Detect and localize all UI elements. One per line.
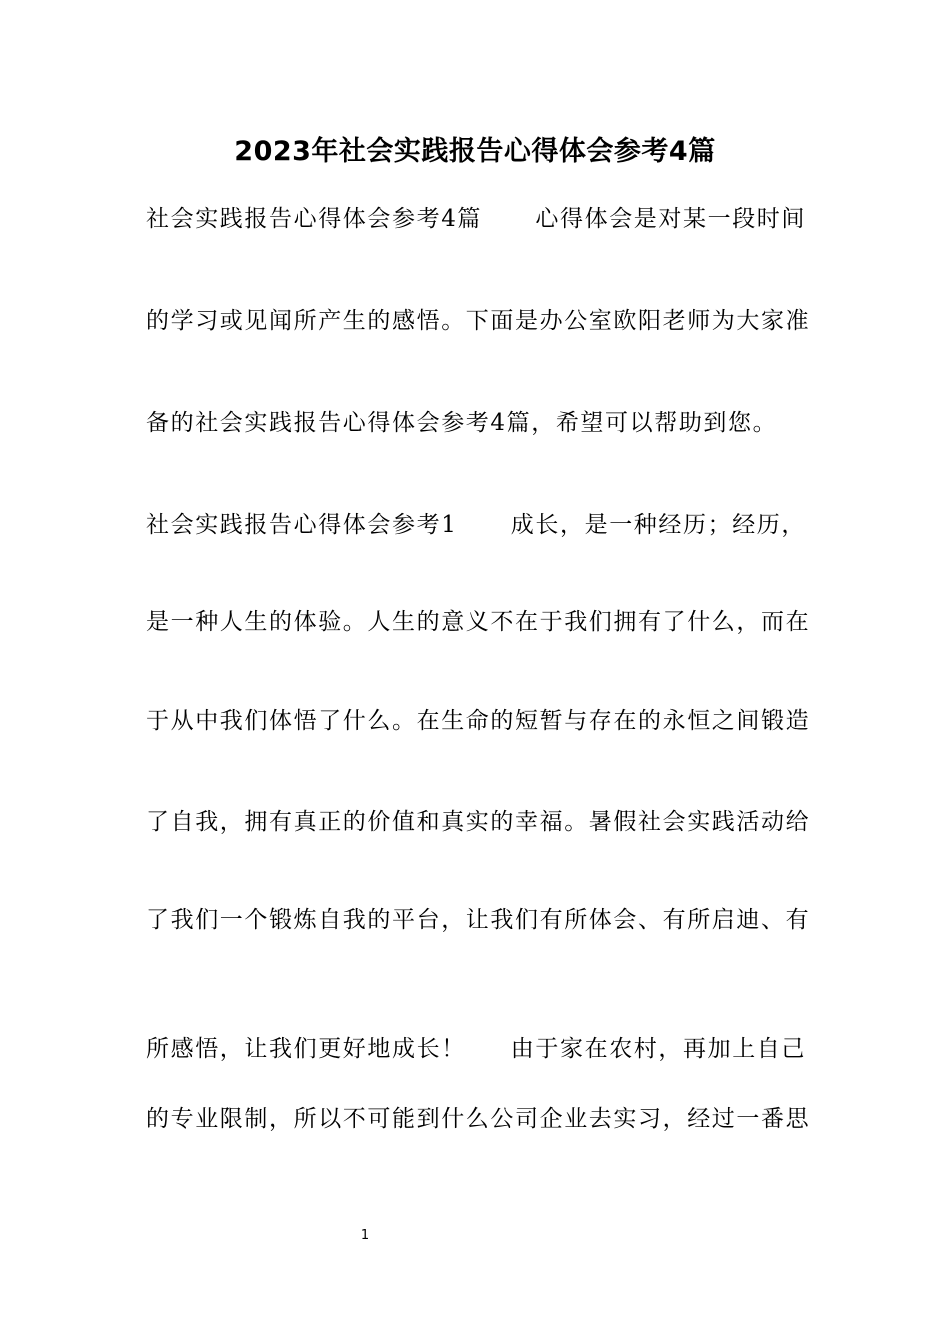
line-9-part-a: 所感悟，让我们更好地成长！	[146, 1036, 466, 1062]
paragraph-line-5: 是一种人生的体验。人生的意义不在于我们拥有了什么，而在	[146, 609, 811, 635]
paragraph-line-3: 备的社会实践报告心得体会参考4篇，希望可以帮助到您。	[146, 410, 778, 436]
line-4-part-b: 成长，是一种经历；经历，	[510, 512, 806, 538]
line-4-part-a: 社会实践报告心得体会参考1	[146, 512, 458, 538]
line-1-part-a: 社会实践报告心得体会参考4篇	[146, 206, 483, 232]
paragraph-line-9	[146, 1029, 806, 1069]
document-title: 2023年社会实践报告心得体会参考4篇	[234, 136, 716, 167]
paragraph-line-2: 的学习或见闻所产生的感悟。下面是办公室欧阳老师为大家准	[146, 308, 811, 334]
line-1-part-b: 心得体会是对某一段时间	[535, 206, 806, 232]
paragraph-line-8: 了我们一个锻炼自我的平台，让我们有所体会、有所启迪、有	[146, 907, 811, 933]
paragraph-line-1	[146, 199, 806, 239]
paragraph-line-4	[146, 505, 806, 545]
page-number: 1	[360, 1228, 370, 1243]
paragraph-line-10: 的专业限制，所以不可能到什么公司企业去实习，经过一番思	[146, 1106, 811, 1132]
paragraph-line-6: 于从中我们体悟了什么。在生命的短暂与存在的永恒之间锻造	[146, 708, 811, 734]
line-9-part-b: 由于家在农村，再加上自己	[510, 1036, 806, 1062]
paragraph-line-7: 了自我，拥有真正的价值和真实的幸福。暑假社会实践活动给	[146, 809, 811, 835]
